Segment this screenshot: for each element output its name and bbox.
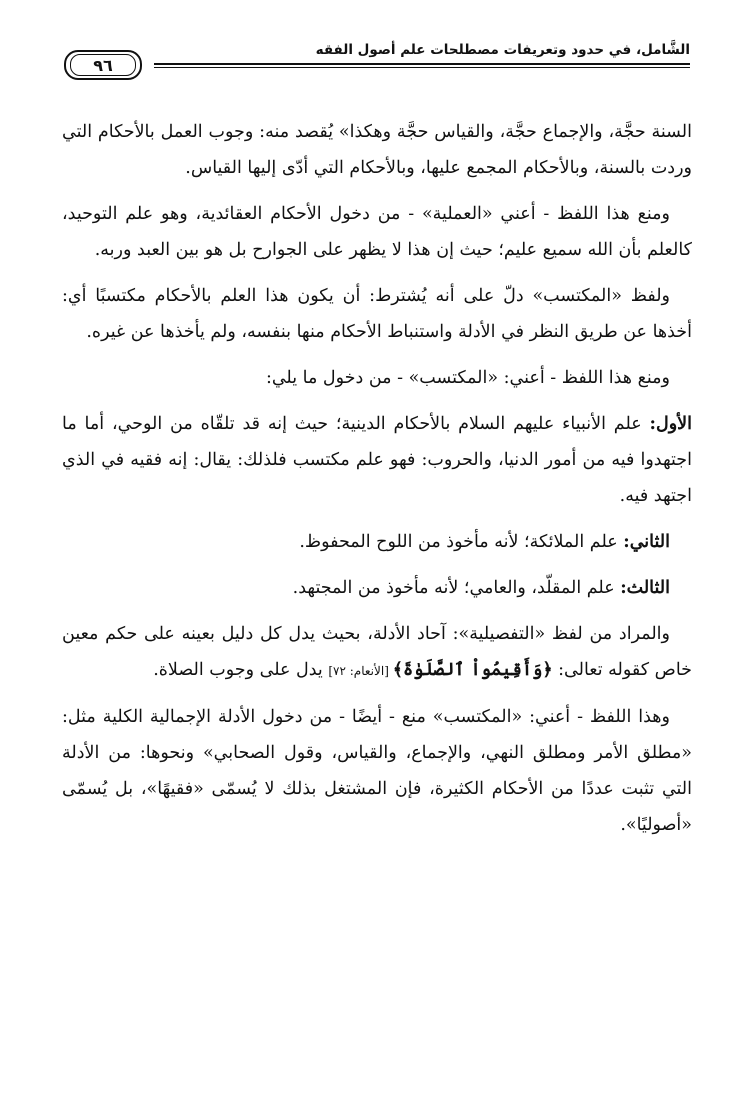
item-text-first: علم الأنبياء عليهم السلام بالأحكام الدينية؛ حيث إنه قد تلقّاه من الوحي، أما ما اجتهدوا فيه من أمور الدنيا، والحروب: فهو علم مكتسب فلذلك: يقال: إنه فقيه في الذي اجتهد فيه. xyxy=(62,414,692,506)
paragraph-second-item xyxy=(62,524,692,560)
paragraph-1: السنة حجَّة، والإجماع حجَّة، والقياس حجَّة وهكذا» يُقصد منه: وجوب العمل بالأحكام التي وردت بالسنة، وبالأحكام المجمع عليها، وبالأحكام التي أدّى إليها القياس. xyxy=(62,122,692,178)
page-number-frame xyxy=(64,50,142,80)
paragraph-last: وهذا اللفظ - أعني: «المكتسب» منع - أيضًا - من دخول الأدلة الإجمالية الكلية مثل: «مطلق الأمر ومطلق النهي، والإجماع، والقياس، وقول الصحابي» ونحوها: من الأدلة التي تثبت عددًا من الأحكام الكثيرة، فإن المشتغل بذلك لا يُسمّى «فقيهًا»، بل يُسمّى «أصوليًا». xyxy=(62,707,692,835)
paragraph-first-item xyxy=(62,406,692,514)
page-header xyxy=(64,38,690,86)
item-text-second: علم الملائكة؛ لأنه مأخوذ من اللوح المحفوظ. xyxy=(299,532,624,552)
item-label-first: الأول: xyxy=(649,414,692,434)
paragraph-4: ومنع هذا اللفظ - أعني: «المكتسب» - من دخول ما يلي: xyxy=(265,368,670,388)
paragraph-text-end: يدل على وجوب الصلاة. xyxy=(153,660,329,680)
page-body xyxy=(62,114,692,853)
header-rule-thin xyxy=(154,67,690,68)
header-rule xyxy=(154,63,690,65)
quran-verse: ﴿وَأَقِيمُواْ ٱلصَّلَوٰةَ﴾ xyxy=(392,660,553,680)
item-label-third: الثالث: xyxy=(620,578,670,598)
paragraph-tafsiliyya xyxy=(62,616,692,689)
paragraph-2: ومنع هذا اللفظ - أعني «العملية» - من دخول الأحكام العقائدية، وهو علم التوحيد، كالعلم بأن الله سميع عليم؛ حيث إن هذا لا يظهر على الجوارح بل هو بين العبد وربه. xyxy=(62,204,692,260)
paragraph-third-item xyxy=(62,570,692,606)
paragraph-3: ولفظ «المكتسب» دلّ على أنه يُشترط: أن يكون هذا العلم بالأحكام مكتسبًا أي: أخذها عن طريق النظر في الأدلة واستنباط الأحكام منها بنفسه، ولم يأخذها عن غيره. xyxy=(62,286,692,342)
running-title: الشَّامل، في حدود وتعريفات مصطلحات علم أصول الفقه xyxy=(315,42,690,58)
paragraph-text: والمراد من لفظ «التفصيلية»: آحاد الأدلة، بحيث يدل كل دليل بعينه على حكم معين خاص كقوله تعالى: xyxy=(62,624,692,680)
verse-reference: [الأنعام: ٧٢] xyxy=(328,664,393,678)
item-text-third: علم المقلّد، والعامي؛ لأنه مأخوذ من المجتهد. xyxy=(292,578,621,598)
item-label-second: الثاني: xyxy=(623,532,670,552)
page-number: ٩٦ xyxy=(70,54,136,76)
